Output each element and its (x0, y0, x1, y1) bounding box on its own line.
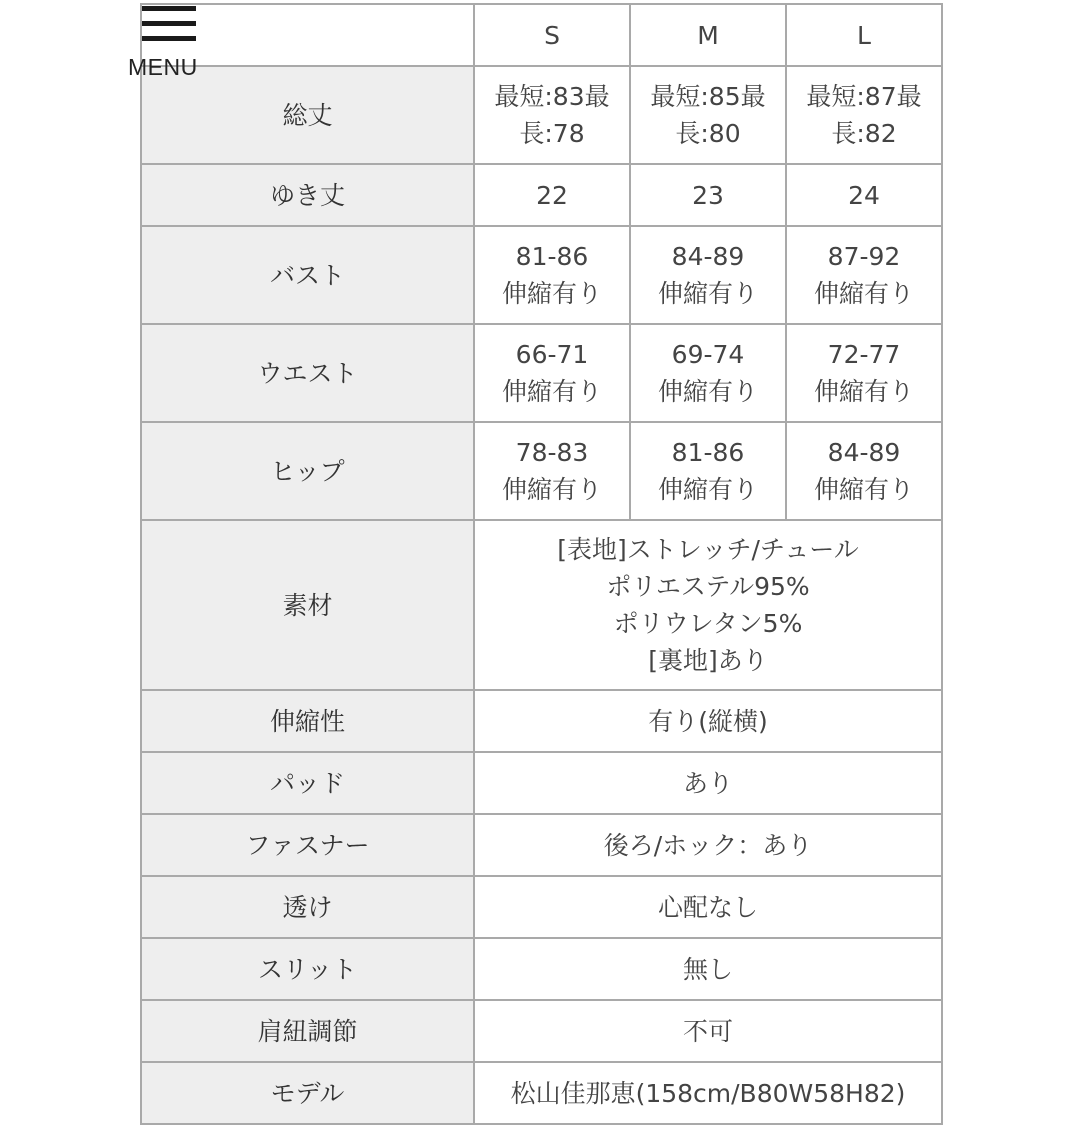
row-label: 総丈 (141, 66, 474, 164)
measurement-cell (786, 226, 942, 324)
table-row (141, 1062, 942, 1124)
measurement-cell (630, 66, 786, 164)
measurement-cell (630, 324, 786, 422)
row-label: ウエスト (141, 324, 474, 422)
hamburger-menu-icon (142, 21, 196, 26)
hamburger-menu-icon (142, 36, 196, 41)
cell-line: 最短:85最 (650, 82, 766, 111)
cell-line: ポリエステル95% (606, 572, 810, 601)
hamburger-menu-icon (142, 6, 196, 11)
detail-cell: 無し (474, 938, 942, 1000)
cell-line: 81-86 (671, 438, 745, 467)
row-label: ゆき丈 (141, 164, 474, 226)
table-row (141, 814, 942, 876)
size-header-m: M (630, 4, 786, 66)
measurement-cell (786, 422, 942, 520)
detail-cell: 松山佳那恵(158cm/B80W58H82) (474, 1062, 942, 1124)
detail-cell: 後ろ/ホック：あり (474, 814, 942, 876)
cell-line: 最短:83最 (494, 82, 610, 111)
table-row (141, 520, 942, 690)
row-label: ヒップ (141, 422, 474, 520)
cell-line: 78-83 (515, 438, 589, 467)
cell-line: 長:78 (519, 119, 585, 148)
cell-line: 伸縮有り (813, 475, 914, 504)
table-row (141, 324, 942, 422)
size-chart-table (140, 3, 943, 1125)
detail-cell: 有り(縦横) (474, 690, 942, 752)
size-header-s: S (474, 4, 630, 66)
cell-line: 伸縮有り (501, 279, 602, 308)
size-header-l: L (786, 4, 942, 66)
row-label: モデル (141, 1062, 474, 1124)
detail-cell: 不可 (474, 1000, 942, 1062)
measurement-cell (474, 226, 630, 324)
row-label: 素材 (141, 520, 474, 690)
cell-line: [表地]ストレッチ/チュール (557, 535, 859, 564)
cell-line: [裏地]あり (648, 646, 768, 675)
table-row (141, 164, 942, 226)
measurement-cell (630, 226, 786, 324)
measurement-cell: 22 (474, 164, 630, 226)
cell-line: 84-89 (671, 242, 745, 271)
table-row (141, 876, 942, 938)
measurement-cell: 24 (786, 164, 942, 226)
row-label: ファスナー (141, 814, 474, 876)
measurement-cell (786, 324, 942, 422)
table-row (141, 690, 942, 752)
row-label: 肩紐調節 (141, 1000, 474, 1062)
cell-line: 84-89 (827, 438, 901, 467)
cell-line: 69-74 (671, 340, 745, 369)
cell-line: 伸縮有り (501, 475, 602, 504)
measurement-cell (474, 324, 630, 422)
table-row (141, 422, 942, 520)
detail-cell: 心配なし (474, 876, 942, 938)
menu-label: MENU (128, 54, 198, 80)
cell-line: 伸縮有り (501, 377, 602, 406)
cell-line: 87-92 (827, 242, 901, 271)
size-header-row (141, 4, 942, 66)
row-label: 透け (141, 876, 474, 938)
table-row (141, 1000, 942, 1062)
cell-line: 72-77 (827, 340, 901, 369)
row-label: バスト (141, 226, 474, 324)
measurement-cell (474, 66, 630, 164)
cell-line: 最短:87最 (806, 82, 922, 111)
cell-line: 長:82 (831, 119, 897, 148)
detail-cell: あり (474, 752, 942, 814)
menu-button[interactable] (128, 0, 212, 80)
cell-line: ポリウレタン5% (613, 609, 803, 638)
measurement-cell: 23 (630, 164, 786, 226)
material-cell (474, 520, 942, 690)
measurement-cell (474, 422, 630, 520)
row-label: パッド (141, 752, 474, 814)
table-row (141, 938, 942, 1000)
table-row (141, 752, 942, 814)
table-row (141, 226, 942, 324)
cell-line: 66-71 (515, 340, 589, 369)
row-label: 伸縮性 (141, 690, 474, 752)
cell-line: 伸縮有り (657, 475, 758, 504)
cell-line: 伸縮有り (813, 377, 914, 406)
cell-line: 81-86 (515, 242, 589, 271)
table-row (141, 66, 942, 164)
cell-line: 伸縮有り (657, 279, 758, 308)
cell-line: 伸縮有り (813, 279, 914, 308)
cell-line: 伸縮有り (657, 377, 758, 406)
measurement-cell (630, 422, 786, 520)
row-label: スリット (141, 938, 474, 1000)
measurement-cell (786, 66, 942, 164)
cell-line: 長:80 (675, 119, 741, 148)
